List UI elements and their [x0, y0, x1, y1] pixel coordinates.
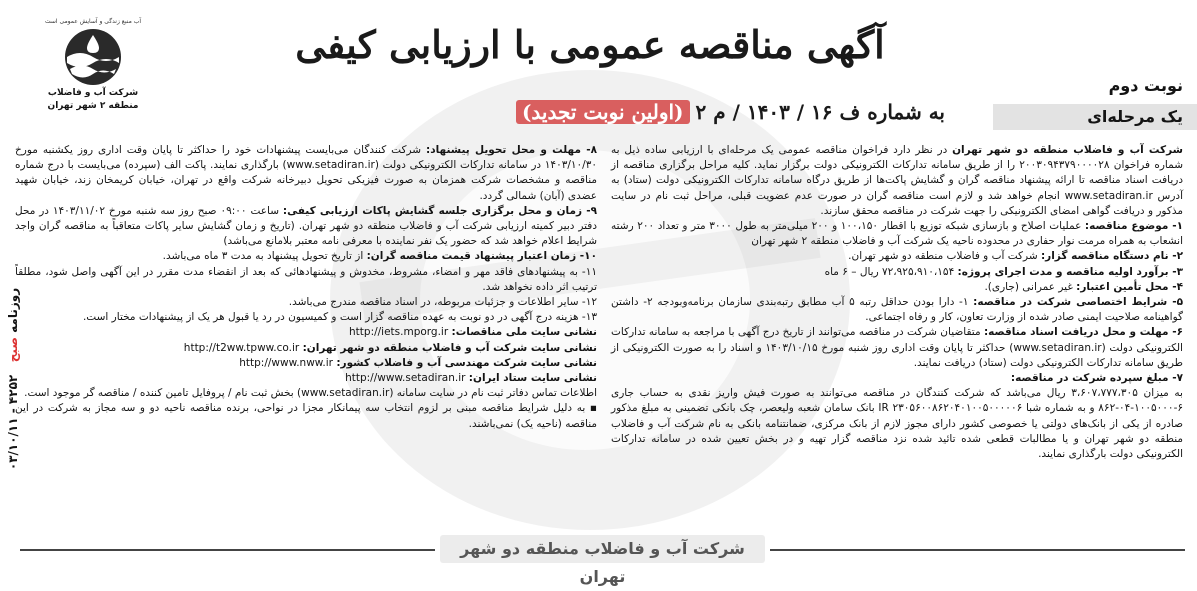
link-setadiran[interactable]: www.setadiran.ir [1013, 341, 1102, 354]
site-company: نشانی سایت شرکت آب و فاضلاب منطقه دو شهر تهران: http://t2ww.tpww.co.ir [183, 341, 597, 354]
left-column [15, 143, 597, 432]
logo-line-1: شرکت آب و فاضلاب [47, 88, 139, 98]
footer-org: شرکت آب و فاضلاب منطقه دو شهر تهران [440, 535, 765, 563]
item-1: ۱- موضوع مناقصه: عملیات اصلاح و بازسازی شبکه توزیع با اقطار ۱۰۰،۱۵۰ و ۲۰۰ میلی‌متر به طول ۳۰۰۰ متر و تعداد ۲۰۰ رشته انشعاب به همراه مرمت نوار حفاری در محدوده ناحیه یک شرکت آب و فاضلاب منطقه ۲ شهر تهران [611, 220, 1183, 248]
item-5: ۵- شرایط اختصاصی شرکت در مناقصه: ۱- دارا بودن حداقل رتبه ۵ آب مطابق رتبه‌بندی سازمان برنامه‌وبودجه ۲- داشتن گواهینامه صلاحیت ایمنی صادر شده از وزارت تعاون، کار و رفاه اجتماعی. [611, 296, 1184, 324]
tender-number [385, 100, 945, 124]
side-newspaper-label [6, 214, 24, 544]
item-10: ۱۰- زمان اعتبار پیشنهاد قیمت مناقصه گران: از تاریخ تحویل پیشنهاد به مدت ۳ ماه می‌باشد. [162, 250, 597, 263]
item-8: ۸- مهلت و محل تحویل پیشنهاد: شرکت کنندگان می‌بایست پیشنهادات خود را حداکثر تا پایان وقت اداری روز یکشنبه مورخ ۱۴۰۳/۱۰/۳۰ در سامانه تدارکات الکترونیکی دولت (www.setadiran.ir) بارگذاری نمایند. پاکت الف (سپرده) می‌بایست با درج شماره مناقصه و مشخصات شرکت همزمان به صورت فیزیکی تحویل دبیرخانه شرکت واقع در تهران، خیابان کریمخان زند، خیابان شهید عضدی (آبان) شمالی گردد. [15, 144, 597, 202]
item-6: ۶- مهلت و محل دریافت اسناد مناقصه: متقاضیان شرکت در مناقصه می‌توانند از تاریخ درج آگهی با مراجعه به سامانه تدارکات الکترونیکی دولت (www.setadiran.ir) حداکثر تا پایان وقت اداری روز شنبه مورخ ۱۴۰۳/۱۰/۱۵ و اسناد را به صورت الکترونیکی از طریق سامانه تدارکات الکترونیکی دولت (ستاد) دریافت نمایند. [611, 326, 1183, 369]
stage-label: یک مرحله‌ای [993, 104, 1197, 130]
contact-info: اطلاعات تماس دفاتر ثبت نام در سایت سامانه (www.setadiran.ir) بخش ثبت نام / پروفایل تامین کننده / مناقصه گر موجود است. [24, 387, 597, 400]
link-nww[interactable]: http://www.nww.ir [239, 356, 333, 369]
issue-number: ۴۲۵۲ - ۰۳/۱۰/۱۱ [6, 374, 20, 471]
item-3: ۳- برآورد اولیه مناقصه و مدت اجرای پروژه: ۷۲،۹۲۵،۹۱۰،۱۵۴ ریال – ۶ ماه [824, 265, 1183, 278]
site-nww: نشانی سایت شرکت مهندسی آب و فاضلاب کشور: http://www.nww.ir [239, 356, 597, 369]
intro-paragraph: شرکت آب و فاضلاب منطقه دو شهر تهران در نظر دارد فراخوان مناقصه عمومی یک مرحله‌ای با ارزیابی ساده ذیل به شماره فراخوان ۲۰۰۳۰۹۴۳۷۹۰۰۰۰۲۸ را از طریق سامانه تدارکات الکترونیکی دولت برگزار نماید. کلیه مراحل برگزاری مناقصه از دریافت اسناد مناقصه تا ارائه پیشنهاد مناقصه گران و گشایش پاکت‌ها از طریق درگاه سامانه تدارکات الکترونیکی دولت (ستاد) به آدرس www.setadiran.ir انجام خواهد شد و لازم است مناقصه گران در صورت عدم عضویت قبلی، مراحل ثبت نام در سایت مذکور و دریافت گواهی امضای الکترونیکی را جهت شرکت در مناقصه محقق سازند. [611, 144, 1183, 217]
note: ▪ به دلیل شرایط مناقصه مبنی بر لزوم انتخاب سه پیمانکار مجزا در نواحی، برنده مناقصه ناحیه دو و سه مجاز به شرکت در این مناقصه (ناحیه یک) نمی‌باشند. [15, 402, 597, 430]
item-2: ۲- نام دستگاه مناقصه گزار: شرکت آب و فاضلاب منطقه دو شهر تهران. [848, 250, 1183, 263]
footer-rule-left [20, 549, 435, 551]
site-national: نشانی سایت ملی مناقصات: http://iets.mporg.ir [349, 326, 597, 339]
paper-prefix: روزنامه [6, 287, 20, 333]
paper-brand: صبح [6, 337, 20, 363]
page-title: آگهی مناقصه عمومی با ارزیابی کیفی [295, 22, 885, 67]
renewal-badge: (اولین نوبت تجدید) [516, 100, 690, 124]
footer-rule-right [770, 549, 1185, 551]
item-12: ۱۲- سایر اطلاعات و جزئیات مربوطه، در اسناد مناقصه مندرج می‌باشد. [288, 296, 597, 309]
link-iets[interactable]: http://iets.mporg.ir [349, 326, 449, 339]
link-setadiran[interactable]: www.setadiran.ir [286, 159, 375, 172]
link-t2ww[interactable]: http://t2ww.tpww.co.ir [183, 341, 300, 354]
item-13: ۱۳- هزینه درج آگهی در دو نوبت به عهده مناقصه گزار است و کمیسیون در رد یا قبول هر یک از پیشنهادات مختار است. [82, 311, 597, 324]
logo-arc-text: آب منبع زندگی و آسایش عمومی است [44, 18, 142, 25]
water-drop-icon [56, 27, 130, 87]
round-label: نوبت دوم [1108, 76, 1183, 95]
item-7: ۷- مبلغ سپرده شرکت در مناقصه: [1010, 372, 1183, 385]
site-setad: نشانی سایت ستاد ایران: http://www.setadiran.ir [345, 372, 597, 385]
company-logo [38, 18, 148, 113]
intro-company: شرکت آب و فاضلاب منطقه دو شهر تهران [952, 144, 1183, 156]
item-4: ۴- محل تأمین اعتبار: غیر عمرانی (جاری). [984, 280, 1183, 293]
link-setadiran[interactable]: www.setadiran.ir [1064, 189, 1153, 202]
item-7-text: به میزان ۳،۶۰۷،۷۷۷،۳۰۵ ریال می‌باشد که شرکت کنندگان در مناقصه می‌توانند به صورت فیش واریز نقدی به حساب جاری ۶-۱۰۰۵۰۰۰-۰۴-۸۶۲ و به شماره شبا IR ۲۳۰۵۶۰۰۸۶۲۰۴۰۱۰۰۵۰۰۰۰۰۶ بانک سامان شعبه ولیعصر، چک بانکی تضمینی به مبلغ مذکور صادره از یکی از بانک‌های دولتی یا خصوصی کشور دارای مجوز لازم از بانک مرکزی، ضمانتنامه بانکی به نام شرکت آب و فاضلاب منطقه دو شهر تهران و یا مطالبات قطعی شده تائید شده نزد مناقصه گزار تهیه و در بخش تعیین شده در سامانه تدارکات الکترونیکی دولت بارگذاری نمایند. [611, 387, 1184, 461]
right-column [611, 143, 1183, 462]
tender-number-text: به شماره ف ۱۶ / ۱۴۰۳ / م ۲ [695, 100, 945, 124]
link-setadiran[interactable]: www.setadiran.ir [301, 387, 390, 400]
logo-line-2: منطقه ۲ شهر تهران [47, 101, 139, 111]
item-11: ۱۱- به پیشنهادهای فاقد مهر و امضاء، مشروط، مخدوش و پیشنهادهائی که بعد از انقضاء مدت مقرر در این آگهی واصل شود، مطلقاً ترتیب اثر داده نخواهد شد. [15, 265, 597, 293]
item-9: ۹- زمان و محل برگزاری جلسه گشایش پاکات ارزیابی کیفی: ساعت ۰۹:۰۰ صبح روز سه شنبه مورخ ۱۴۰۳/۱۱/۰۲ در محل دفتر دبیر کمیته ارزیابی شرکت آب و فاضلاب منطقه دو شهر تهران. (تاریخ و زمان گشایش سایر پاکات متعاقباً به مناقصه گران واجد شرایط اعلام خواهد شد که حضور یک نفر نماینده با معرفی نامه معتبر بلامانع می‌باشد) [15, 204, 598, 248]
link-setadiran[interactable]: http://www.setadiran.ir [345, 372, 466, 385]
